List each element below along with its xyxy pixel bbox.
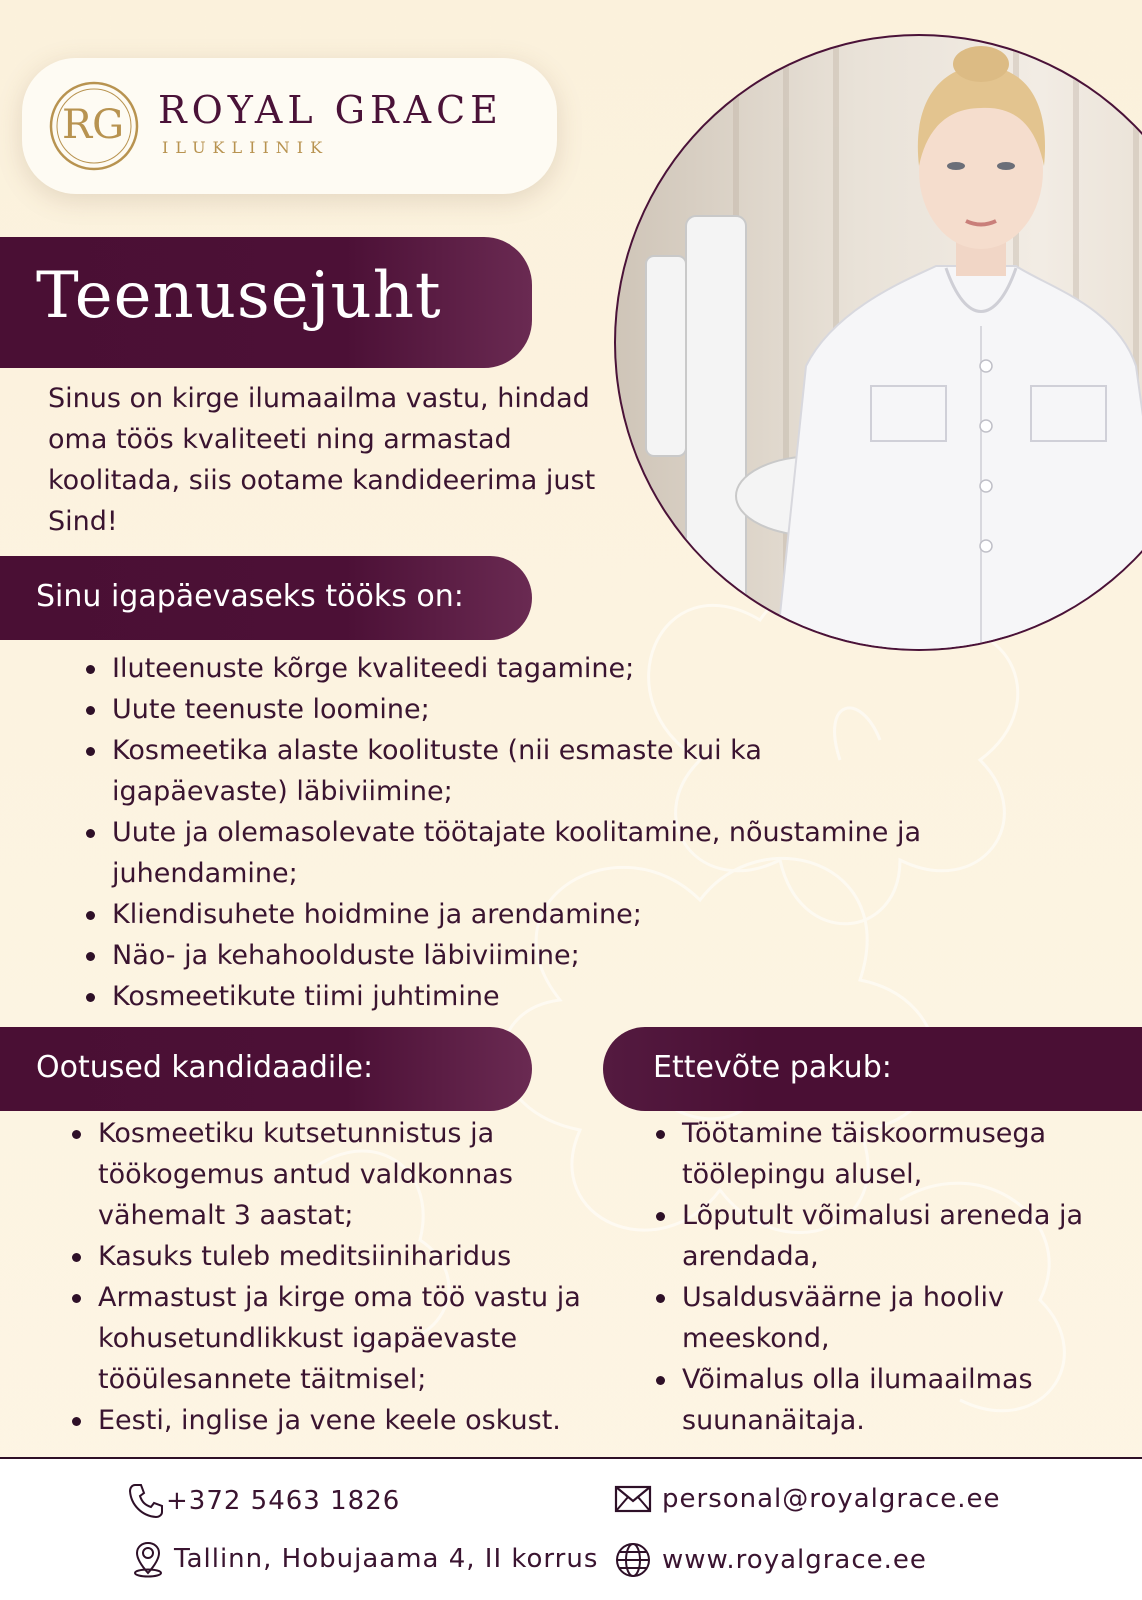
contact-phone[interactable] <box>126 1481 400 1521</box>
list-item: Iluteenuste kõrge kvaliteedi tagamine; <box>84 648 1124 689</box>
expectations-banner <box>0 1027 532 1111</box>
daily-duties-heading: Sinu igapäevaseks tööks on: <box>36 579 464 614</box>
daily-duties-banner <box>0 556 532 640</box>
intro-text: Sinus on kirge ilumaailma vastu, hindad oma töös kvaliteeti ning armastad koolitada, siis ootame kandideerima just Sind! <box>48 383 596 537</box>
email-address: personal@royalgrace.ee <box>662 1484 1001 1514</box>
rg-monogram-logo <box>48 80 140 172</box>
job-title: Teenusejuht <box>36 259 442 333</box>
brand-name: ROYAL GRACE <box>158 88 503 132</box>
list-item: Kosmeetikute tiimi juhtimine <box>84 976 1124 1017</box>
staff-photo <box>614 34 1142 651</box>
expectations-list <box>70 1113 610 1441</box>
list-item: Kosmeetiku kutsetunnistus ja töökogemus antud valdkonnas vähemalt 3 aastat; <box>70 1113 610 1236</box>
contact-website[interactable] <box>612 1539 927 1581</box>
brand-subtitle: ILUKLIINIK <box>162 138 330 157</box>
list-item: Võimalus olla ilumaailmas suunanäitaja. <box>654 1359 1134 1441</box>
company-offer-heading: Ettevõte pakub: <box>653 1050 892 1085</box>
list-item: Kasuks tuleb meditsiiniharidus <box>70 1236 610 1277</box>
daily-duties-list <box>84 648 1124 1017</box>
location-pin-icon <box>128 1539 168 1579</box>
phone-number: +372 5463 1826 <box>166 1486 401 1516</box>
list-item: Usaldusväärne ja hooliv meeskond, <box>654 1277 1134 1359</box>
company-offer-banner <box>603 1027 1142 1111</box>
list-item: Töötamine täiskoormusega töölepingu alusel, <box>654 1113 1134 1195</box>
monogram-r: RG <box>62 102 125 148</box>
list-item: Armastust ja kirge oma töö vastu ja kohusetundlikkust igapäevaste tööülesannete täitmisel; <box>70 1277 610 1400</box>
address-text: Tallinn, Hobujaama 4, II korrus <box>174 1544 599 1574</box>
company-offer-list <box>654 1113 1134 1441</box>
woman-in-white-coat-illustration <box>616 36 1142 651</box>
contact-email[interactable] <box>612 1479 1001 1519</box>
list-item: Uute ja olemasolevate töötajate koolitamine, nõustamine ja juhendamine; <box>84 812 924 894</box>
phone-icon <box>126 1481 166 1521</box>
list-item: Eesti, inglise ja vene keele oskust. <box>70 1400 610 1441</box>
contact-footer <box>0 1457 1142 1600</box>
list-item: Kliendisuhete hoidmine ja arendamine; <box>84 894 1124 935</box>
list-item: Näo- ja kehahoolduste läbiviimine; <box>84 935 1124 976</box>
website-url: www.royalgrace.ee <box>662 1545 927 1575</box>
logo-card <box>22 58 557 194</box>
job-title-banner <box>0 237 532 368</box>
globe-icon <box>612 1539 654 1581</box>
list-item: Kosmeetika alaste koolituste (nii esmaste kui ka igapäevaste) läbiviimine; <box>84 730 944 812</box>
expectations-heading: Ootused kandidaadile: <box>36 1050 374 1085</box>
envelope-icon <box>612 1479 654 1519</box>
list-item: Lõputult võimalusi areneda ja arendada, <box>654 1195 1134 1277</box>
list-item: Uute teenuste loomine; <box>84 689 1124 730</box>
contact-address <box>128 1539 598 1579</box>
